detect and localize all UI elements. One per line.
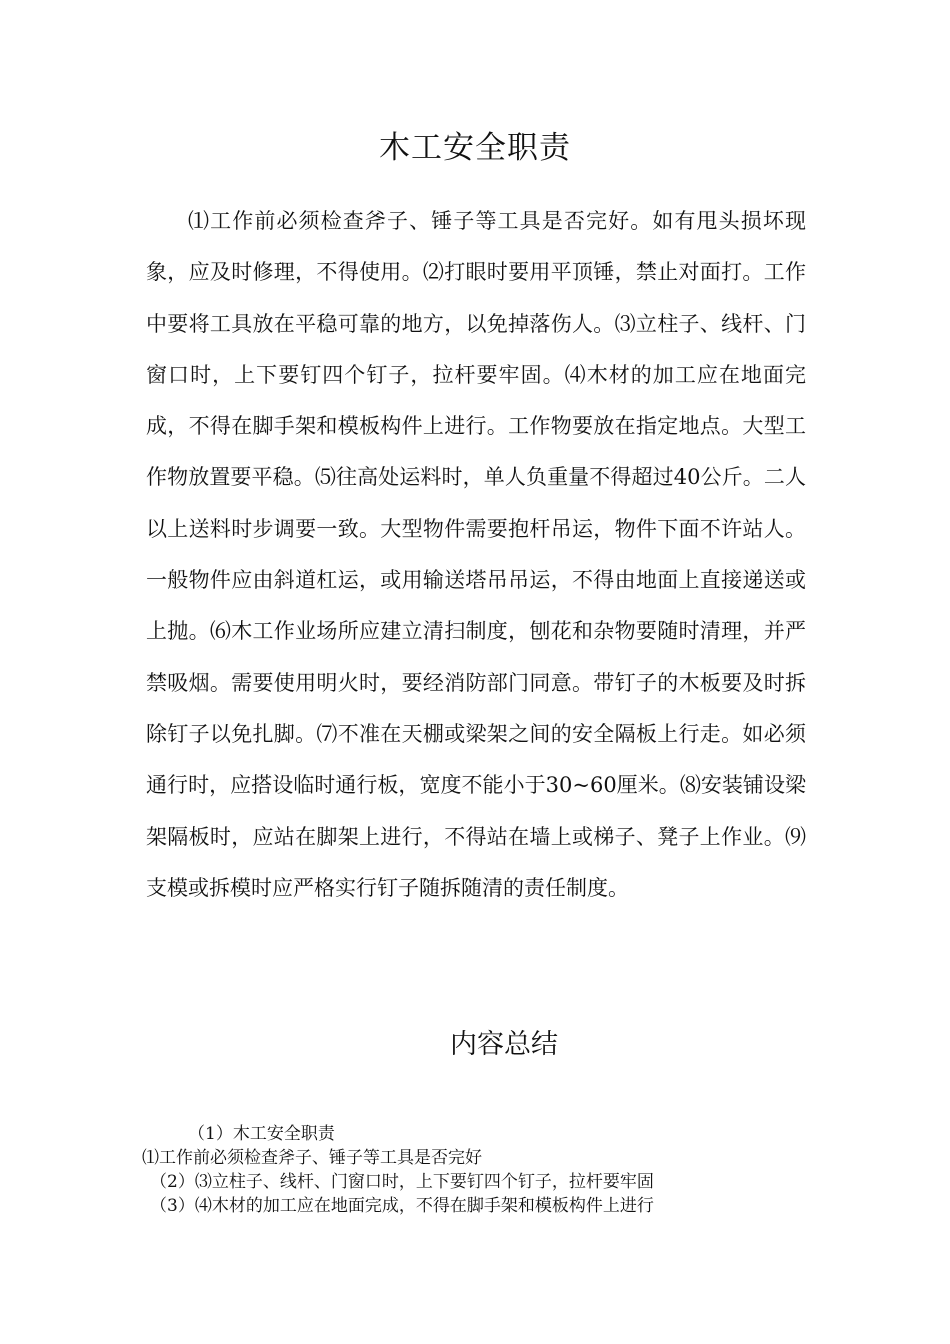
summary-item: ⑴工作前必须检查斧子、锤子等工具是否完好 xyxy=(142,1148,482,1168)
document-body: ⑴工作前必须检查斧子、锤子等工具是否完好。如有甩头损坏现象，应及时修理，不得使用。⑵打眼时要用平顶锤，禁止对面打。工作中要将工具放在平稳可靠的地方，以免掉落伤人。⑶立柱子、线杆、门窗口时，上下要钉四个钉子，拉杆要牢固。⑷木材的加工应在地面完成，不得在脚手架和模板构件上进行。工作物要放在指定地点。大型工作物放置要平稳。⑸往高处运料时，单人负重量不得超过40公斤。二人以上送料时步调要一致。大型物件需要抱杆吊运，物件下面不许站人。一般物件应由斜道杠运，或用输送塔吊吊运，不得由地面上直接递送或上抛。⑹木工作业场所应建立清扫制度，刨花和杂物要随时清理，并严禁吸烟。需要使用明火时，要经消防部门同意。带钉子的木板要及时拆除钉子以免扎脚。⑺不准在天棚或梁架之间的安全隔板上行走。如必须通行时，应搭设临时通行板，宽度不能小于30~60厘米。⑻安装铺设梁架隔板时，应站在脚架上进行，不得站在墙上或梯子、凳子上作业。⑼支模或拆模时应严格实行钉子随拆随清的责任制度。 xyxy=(146,209,806,900)
summary-item: （2）⑶立柱子、线杆、门窗口时，上下要钉四个钉子，拉杆要牢固 xyxy=(150,1172,654,1192)
summary-title: 内容总结 xyxy=(450,1029,558,1060)
document-title: 木工安全职责 xyxy=(379,130,571,166)
summary-item: （3）⑷木材的加工应在地面完成，不得在脚手架和模板构件上进行 xyxy=(150,1196,654,1216)
summary-item-heading: （1）木工安全职责 xyxy=(188,1124,335,1144)
summary-list xyxy=(144,1122,844,1218)
